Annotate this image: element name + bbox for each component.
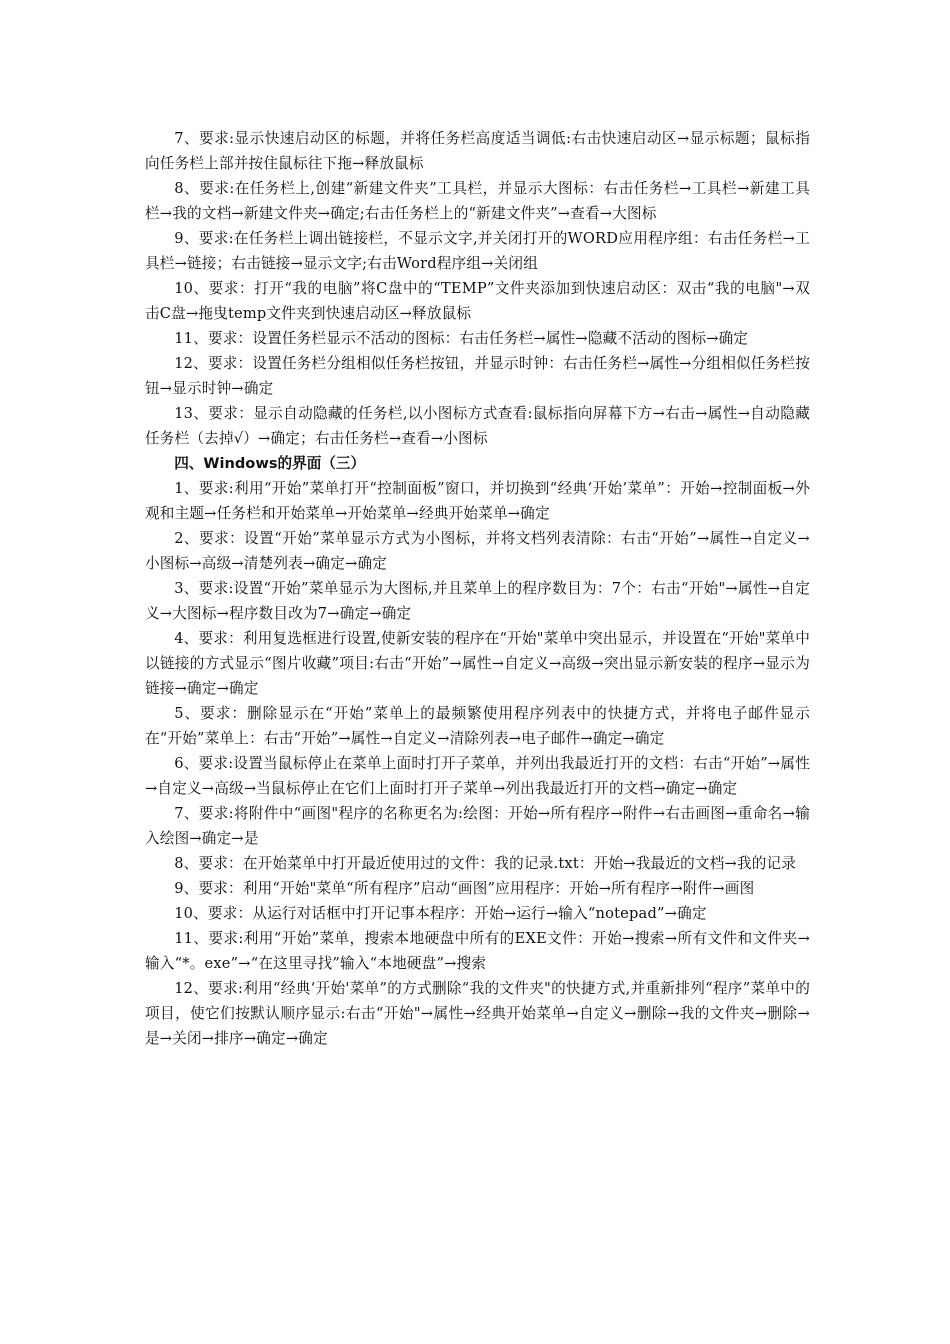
start-menu-item-9: 9、要求：利用“开始"菜单“所有程序”启动“画图”应用程序：开始→所有程序→附件→画图 bbox=[174, 880, 755, 897]
start-menu-item-2: 2、要求：设置“开始”菜单显示方式为小图标，并将文档列表清除：右击“开始”→属性→自定义→小图标→高级→清楚列表→确定→确定 bbox=[145, 530, 810, 572]
start-menu-item-4: 4、要求：利用复选框进行设置,使新安装的程序在“开始"菜单中突出显示，并设置在“开始"菜单中以链接的方式显示“图片收藏”项目:右击“开始”→属性→自定义→高级→突出显示新安装的程序→显示为链接→确定→确定 bbox=[145, 630, 810, 697]
document-page bbox=[145, 126, 810, 1051]
start-menu-item-11: 11、要求:利用“开始”菜单，搜索本地硬盘中所有的EXE文件：开始→搜索→所有文件和文件夹→输入“*。exe”→“在这里寻找”输入“本地硬盘”→搜索 bbox=[145, 930, 810, 972]
start-menu-item-10: 10、要求：从运行对话框中打开记事本程序：开始→运行→输入“notepad”→确定 bbox=[174, 905, 707, 922]
task-item-12: 12、要求：设置任务栏分组相似任务栏按钮，并显示时钟：右击任务栏→属性→分组相似任务栏按钮→显示时钟→确定 bbox=[145, 355, 810, 397]
start-menu-item-12: 12、要求:利用“经典‘开始'菜单”的方式删除“我的文件夹"的快捷方式,并重新排列“程序”菜单中的项目，使它们按默认顺序显示:右击“开始"→属性→经典开始菜单→自定义→删除→我的文件夹→删除→是→关闭→排序→确定→确定 bbox=[145, 980, 810, 1047]
section-heading: 四、Windows的界面（三） bbox=[174, 455, 366, 472]
task-item-13: 13、要求：显示自动隐藏的任务栏,以小图标方式查看:鼠标指向屏幕下方→右击→属性→自动隐藏任务栏（去掉√）→确定；右击任务栏→查看→小图标 bbox=[145, 405, 810, 447]
start-menu-item-3: 3、要求:设置“开始”菜单显示为大图标,并且菜单上的程序数目为：7个：右击“开始"→属性→自定义→大图标→程序数目改为7→确定→确定 bbox=[145, 580, 810, 622]
start-menu-item-6: 6、要求:设置当鼠标停止在菜单上面时打开子菜单，并列出我最近打开的文档：右击“开始”→属性→自定义→高级→当鼠标停止在它们上面时打开子菜单→列出我最近打开的文档→确定→确定 bbox=[145, 755, 810, 797]
start-menu-item-8: 8、要求：在开始菜单中打开最近使用过的文件：我的记录.txt：开始→我最近的文档→我的记录 bbox=[174, 855, 797, 872]
start-menu-item-5: 5、要求：删除显示在“开始”菜单上的最频繁使用程序列表中的快捷方式，并将电子邮件显示在“开始”菜单上：右击“开始”→属性→自定义→清除列表→电子邮件→确定→确定 bbox=[145, 705, 810, 747]
task-item-8: 8、要求:在任务栏上,创建“新建文件夹”工具栏，并显示大图标：右击任务栏→工具栏→新建工具栏→我的文档→新建文件夹→确定;右击任务栏上的“新建文件夹”→查看→大图标 bbox=[145, 180, 810, 222]
task-item-7: 7、要求:显示快速启动区的标题，并将任务栏高度适当调低:右击快速启动区→显示标题；鼠标指向任务栏上部并按住鼠标往下拖→释放鼠标 bbox=[145, 130, 810, 172]
start-menu-item-1: 1、要求:利用“开始”菜单打开“控制面板”窗口，并切换到“经典‘开始’菜单”：开始→控制面板→外观和主题→任务栏和开始菜单→开始菜单→经典开始菜单→确定 bbox=[145, 480, 810, 522]
task-item-10: 10、要求：打开“我的电脑”将C盘中的“TEMP”文件夹添加到快速启动区：双击“我的电脑"→双击C盘→拖曳temp文件夹到快速启动区→释放鼠标 bbox=[145, 280, 810, 322]
start-menu-item-7: 7、要求:将附件中“画图"程序的名称更名为:绘图：开始→所有程序→附件→右击画图→重命名→输入绘图→确定→是 bbox=[145, 805, 810, 847]
task-item-9: 9、要求:在任务栏上调出链接栏，不显示文字,并关闭打开的WORD应用程序组：右击任务栏→工具栏→链接；右击链接→显示文字;右击Word程序组→关闭组 bbox=[145, 230, 810, 272]
task-item-11: 11、要求：设置任务栏显示不活动的图标：右击任务栏→属性→隐藏不活动的图标→确定 bbox=[174, 330, 749, 347]
